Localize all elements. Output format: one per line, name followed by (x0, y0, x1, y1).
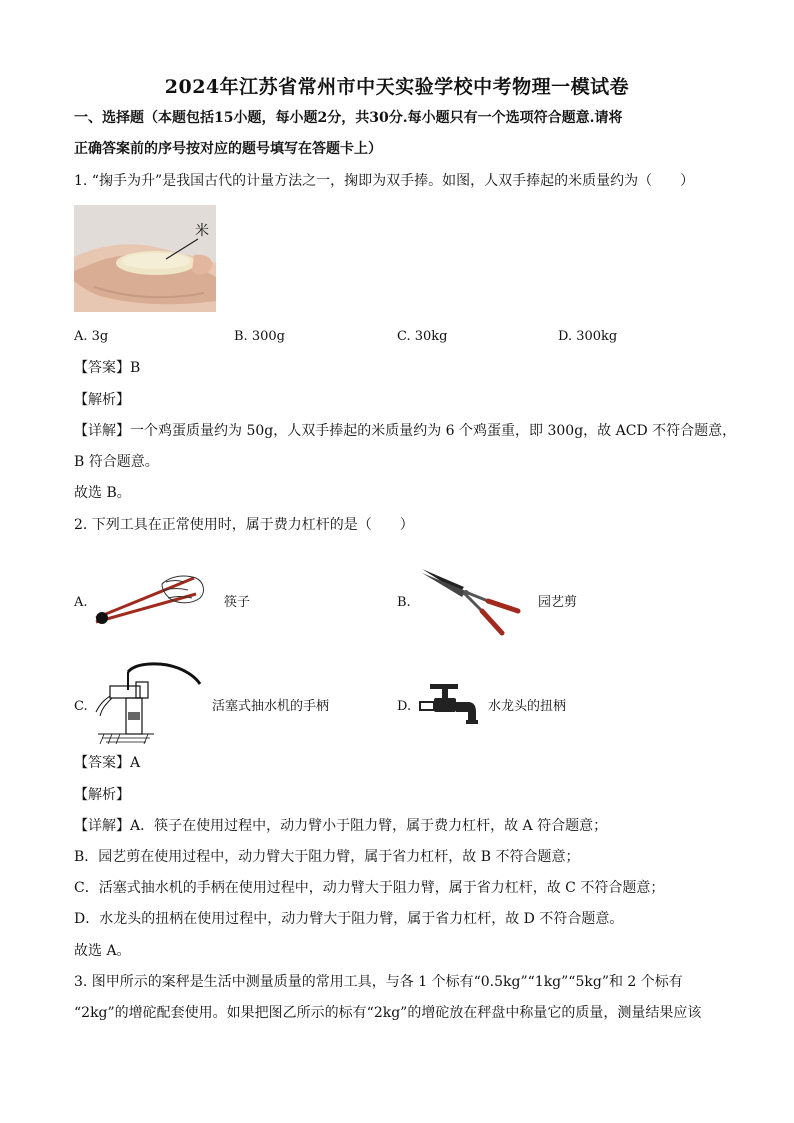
q2-detail-line3: C．活塞式抽水机的手柄在使用过程中，动力臂大于阻力臂，属于省力杠杆，故 C 不符合题意； (74, 880, 665, 896)
q1-answer: 【答案】B (74, 360, 141, 376)
q1-option-c: C. 30kg (397, 329, 448, 344)
q2-option-d-letter: D. (397, 699, 412, 714)
q2-option-a-label: 筷子 (224, 595, 251, 610)
faucet-image (416, 680, 480, 730)
q2-conclusion: 故选 A。 (74, 943, 131, 959)
q1-analysis: 【解析】 (74, 392, 130, 408)
section-heading-line1: 一、选择题（本题包括15小题，每小题2分，共30分.每小题只有一个选项符合题意.请将 (74, 110, 623, 126)
q2-option-b-letter: B. (397, 595, 411, 610)
q1-image-label: 米 (195, 223, 209, 239)
q1-detail-line2: B 符合题意。 (74, 454, 159, 470)
q2-option-c-letter: C. (74, 699, 88, 714)
q2-stem: 2. 下列工具在正常使用时，属于费力杠杆的是（ ） (74, 517, 414, 533)
q2-option-a-letter: A. (74, 595, 88, 610)
garden-shears-image (420, 565, 524, 639)
section-heading-line2: 正确答案前的序号按对应的题号填写在答题卡上） (74, 141, 382, 157)
q1-detail-line1: 【详解】一个鸡蛋质量约为 50g，人双手捧起的米质量约为 6 个鸡蛋重，即 300g，故 ACD 不符合题意， (74, 423, 737, 439)
q2-analysis: 【解析】 (74, 787, 130, 803)
q2-detail-line4: D．水龙头的扭柄在使用过程中，动力臂大于阻力臂，属于省力杠杆，故 D 不符合题意。 (74, 911, 624, 927)
chopsticks-image (92, 570, 208, 630)
q1-option-b: B. 300g (234, 329, 285, 344)
page-title: 2024年江苏省常州市中天实验学校中考物理一模试卷 (164, 76, 630, 98)
q2-option-b-label: 园艺剪 (538, 595, 578, 610)
q1-option-d: D. 300kg (558, 329, 618, 344)
q3-stem-line2: “2kg”的增砣配套使用。如果把图乙所示的标有“2kg”的增砣放在秤盘中称量它的质量，测量结果应该 (74, 1005, 702, 1021)
piston-pump-image (92, 660, 202, 746)
q2-option-d-label: 水龙头的扭柄 (488, 699, 567, 714)
q2-option-c-label: 活塞式抽水机的手柄 (212, 699, 330, 714)
q2-answer: 【答案】A (74, 755, 141, 771)
q1-option-a: A. 3g (74, 329, 109, 344)
q2-detail-line1: 【详解】A．筷子在使用过程中，动力臂小于阻力臂，属于费力杠杆，故 A 符合题意； (74, 818, 608, 834)
q1-stem: 1. “掬手为升”是我国古代的计量方法之一，掬即为双手捧。如图，人双手捧起的米质量约为（ ） (74, 173, 695, 189)
q3-stem-line1: 3. 图甲所示的案秤是生活中测量质量的常用工具，与各 1 个标有“0.5kg”“1kg”“5kg”和 2 个标有 (74, 974, 683, 990)
q1-conclusion: 故选 B。 (74, 485, 131, 501)
q2-detail-line2: B．园艺剪在使用过程中，动力臂大于阻力臂，属于省力杠杆，故 B 不符合题意； (74, 849, 580, 865)
